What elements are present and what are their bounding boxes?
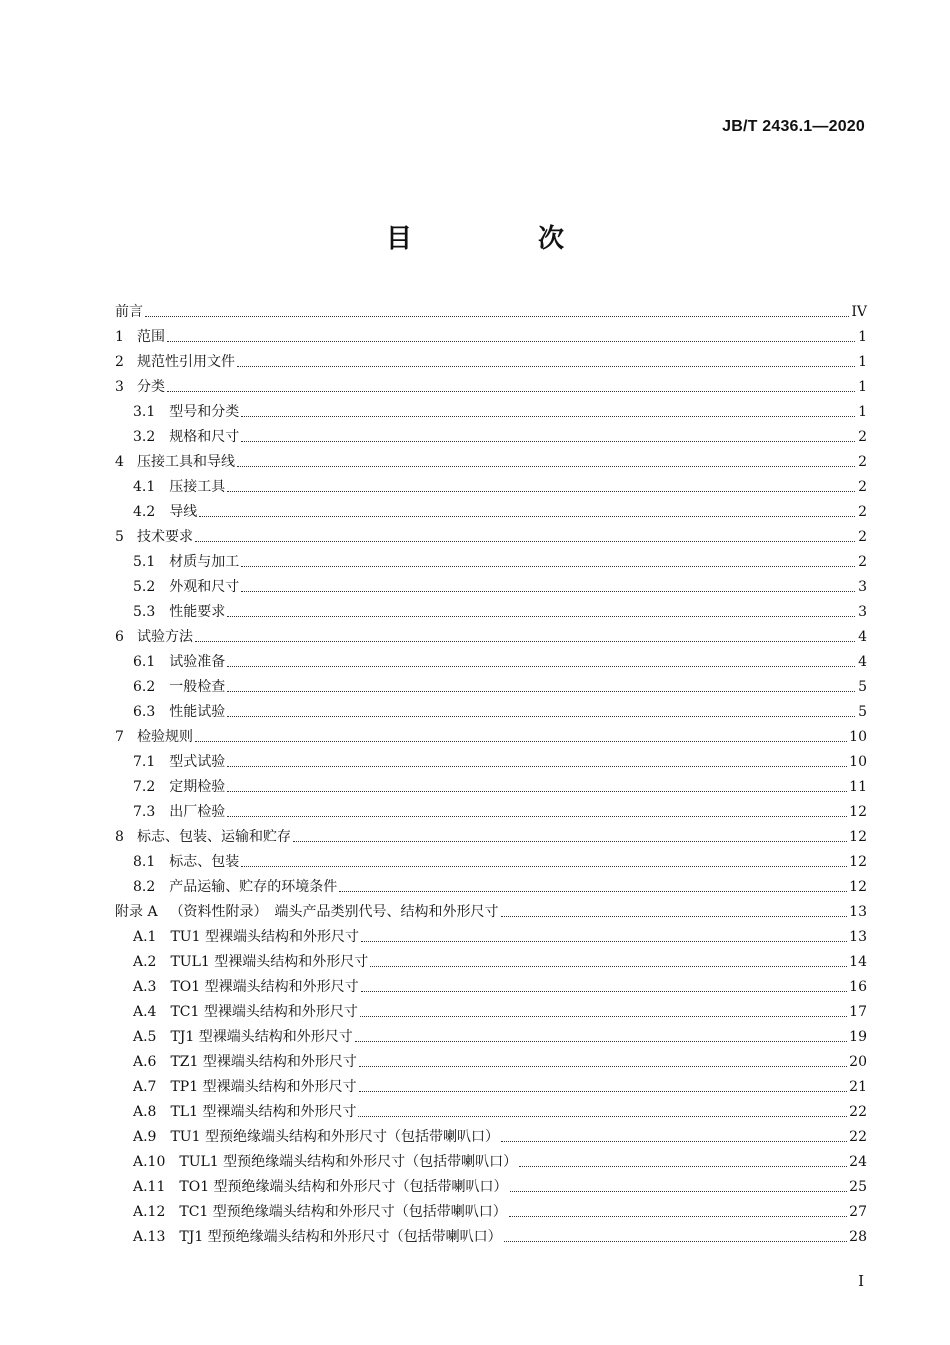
toc-entry[interactable] — [115, 321, 867, 346]
dot-leader — [195, 741, 847, 742]
toc-entry[interactable] — [115, 1096, 867, 1121]
toc-entry-number: 2 — [115, 354, 124, 370]
toc-entry[interactable] — [115, 896, 867, 921]
toc-entry[interactable] — [115, 671, 867, 696]
toc-entry-number: 附录 A — [115, 904, 158, 920]
dot-leader — [195, 641, 855, 642]
toc-entry-number: 5 — [115, 529, 124, 545]
dot-leader — [370, 966, 847, 967]
dot-leader — [227, 791, 847, 792]
toc-entry[interactable] — [115, 346, 867, 371]
dot-leader — [227, 716, 855, 717]
dot-leader — [227, 816, 847, 817]
toc-entry-page: 27 — [849, 1204, 867, 1220]
toc-entry-page: 12 — [849, 854, 867, 870]
toc-entry-page: 19 — [849, 1029, 867, 1045]
dot-leader — [359, 1066, 847, 1067]
toc-entry-number: 7.3 — [133, 804, 156, 820]
toc-entry-page: 24 — [849, 1154, 867, 1170]
toc-entry-label: 规格和尺寸 — [169, 429, 240, 445]
toc-entry-label: TU1 型裸端头结构和外形尺寸 — [170, 929, 359, 945]
toc-entry-page: 2 — [858, 504, 867, 520]
dot-leader — [241, 416, 855, 417]
toc-entry-label: 压接工具 — [169, 479, 226, 495]
page-title: 目 次 — [385, 224, 614, 254]
toc-entry[interactable] — [115, 621, 867, 646]
dot-leader — [241, 591, 855, 592]
toc-entry[interactable] — [115, 1046, 867, 1071]
dot-leader — [359, 1091, 848, 1092]
toc-entry[interactable] — [115, 371, 867, 396]
toc-entry[interactable] — [115, 421, 867, 446]
dot-leader — [361, 991, 848, 992]
toc-entry-number: 6.1 — [133, 654, 156, 670]
dot-leader — [237, 466, 855, 467]
toc-entry-label: 范围 — [137, 329, 165, 345]
toc-entry-page: IV — [851, 304, 867, 320]
toc-entry-number: 1 — [115, 329, 124, 345]
toc-entry[interactable] — [115, 971, 867, 996]
toc-entry[interactable] — [115, 1196, 867, 1221]
toc-entry-page: 21 — [849, 1079, 867, 1095]
toc-entry-label: 产品运输、贮存的环境条件 — [169, 879, 338, 895]
toc-entry-page: 17 — [849, 1004, 867, 1020]
toc-entry-number: 3 — [115, 379, 124, 395]
dot-leader — [358, 1116, 847, 1117]
toc-entry[interactable] — [115, 471, 867, 496]
toc-entry[interactable] — [115, 946, 867, 971]
toc-entry-label: 规范性引用文件 — [137, 354, 235, 370]
dot-leader — [293, 841, 847, 842]
dot-leader — [227, 616, 855, 617]
toc-entry[interactable] — [115, 771, 867, 796]
toc-entry-page: 10 — [849, 754, 867, 770]
dot-leader — [509, 1216, 847, 1217]
toc-entry-page: 1 — [858, 354, 867, 370]
toc-entry-number: 4 — [115, 454, 124, 470]
toc-entry-number: 8 — [115, 829, 124, 845]
toc-entry[interactable] — [115, 571, 867, 596]
toc-entry[interactable] — [115, 921, 867, 946]
toc-entry[interactable] — [115, 521, 867, 546]
toc-entry-number: 4.1 — [133, 479, 156, 495]
toc-entry-page: 1 — [858, 379, 867, 395]
dot-leader — [355, 1041, 847, 1042]
toc-entry-page: 3 — [858, 579, 867, 595]
toc-entry-label: 型式试验 — [169, 754, 226, 770]
toc-entry[interactable] — [115, 1146, 867, 1171]
toc-entry-label: 标志、包装、运输和贮存 — [137, 829, 291, 845]
toc-entry-label: TC1 型裸端头结构和外形尺寸 — [170, 1004, 358, 1020]
toc-entry[interactable] — [115, 646, 867, 671]
toc-entry[interactable] — [115, 1221, 867, 1246]
toc-entry-page: 22 — [849, 1129, 867, 1145]
toc-entry-number: A.12 — [133, 1204, 166, 1220]
toc-entry-number: A.3 — [133, 979, 157, 995]
toc-entry-label: TO1 型裸端头结构和外形尺寸 — [170, 979, 359, 995]
toc-entry-number: 4.2 — [133, 504, 156, 520]
toc-entry-label: 出厂检验 — [169, 804, 226, 820]
dot-leader — [519, 1166, 847, 1167]
toc-entry-number: 5.2 — [133, 579, 156, 595]
dot-leader — [167, 341, 855, 342]
toc-entry-page: 4 — [858, 654, 867, 670]
toc-entry[interactable] — [115, 721, 867, 746]
toc-entry-number: A.5 — [133, 1029, 157, 1045]
toc-entry-page: 10 — [849, 729, 867, 745]
toc-entry-label: （资料性附录） 端头产品类别代号、结构和外形尺寸 — [169, 904, 499, 920]
toc-entry-number: A.7 — [133, 1079, 157, 1095]
toc-entry[interactable] — [115, 746, 867, 771]
toc-entry-page: 2 — [858, 429, 867, 445]
toc-entry-page: 5 — [858, 704, 867, 720]
dot-leader — [227, 666, 855, 667]
toc-entry-label: TUL1 型预绝缘端头结构和外形尺寸（包括带喇叭口） — [179, 1154, 518, 1170]
toc-entry-number: A.9 — [133, 1129, 157, 1145]
toc-entry-number: 5.1 — [133, 554, 156, 570]
toc-entry-label: 外观和尺寸 — [169, 579, 240, 595]
toc-entry-page: 25 — [849, 1179, 867, 1195]
dot-leader — [504, 1241, 847, 1242]
toc-entry-page: 1 — [858, 329, 867, 345]
toc-entry[interactable] — [115, 821, 867, 846]
toc-entry-page: 20 — [849, 1054, 867, 1070]
toc-entry-number: 3.1 — [133, 404, 156, 420]
toc-entry-page: 5 — [858, 679, 867, 695]
toc-entry-label: TUL1 型裸端头结构和外形尺寸 — [170, 954, 369, 970]
toc-entry-page: 3 — [858, 604, 867, 620]
toc-entry[interactable] — [115, 446, 867, 471]
dot-leader — [241, 441, 855, 442]
toc-entry-number: A.11 — [133, 1179, 166, 1195]
toc-entry[interactable] — [115, 496, 867, 521]
toc-entry-number: 7.1 — [133, 754, 156, 770]
dot-leader — [227, 691, 855, 692]
toc-entry-label: 型号和分类 — [169, 404, 240, 420]
dot-leader — [227, 766, 847, 767]
toc-entry-label: TC1 型预绝缘端头结构和外形尺寸（包括带喇叭口） — [179, 1204, 507, 1220]
toc-entry-page: 2 — [858, 529, 867, 545]
toc-entry-number: 3.2 — [133, 429, 156, 445]
toc-entry[interactable] — [115, 1121, 867, 1146]
toc-entry-number: A.6 — [133, 1054, 157, 1070]
toc-entry-page: 12 — [849, 879, 867, 895]
toc-entry-number: 7.2 — [133, 779, 156, 795]
toc-entry-label: 一般检查 — [169, 679, 226, 695]
dot-leader — [145, 316, 849, 317]
toc-entry-page: 11 — [849, 779, 867, 795]
toc-entry-number: A.2 — [133, 954, 157, 970]
toc-entry-label: TP1 型裸端头结构和外形尺寸 — [170, 1079, 357, 1095]
toc-entry-label: TJ1 型预绝缘端头结构和外形尺寸（包括带喇叭口） — [179, 1229, 502, 1245]
toc-entry[interactable] — [115, 871, 867, 896]
toc-entry[interactable] — [115, 796, 867, 821]
toc-entry-number: 6 — [115, 629, 124, 645]
toc-entry-page: 2 — [858, 454, 867, 470]
toc-entry-label: 分类 — [137, 379, 165, 395]
toc-entry-number: 5.3 — [133, 604, 156, 620]
document-code: JB/T 2436.1—2020 — [722, 118, 865, 135]
toc-entry[interactable] — [115, 996, 867, 1021]
toc-entry-label: 前言 — [115, 304, 143, 320]
toc-entry[interactable] — [115, 596, 867, 621]
toc-entry-page: 12 — [849, 804, 867, 820]
toc-entry-number: 7 — [115, 729, 124, 745]
toc-entry[interactable] — [115, 546, 867, 571]
toc-entry-label: TU1 型预绝缘端头结构和外形尺寸（包括带喇叭口） — [170, 1129, 499, 1145]
toc-entry-number: 8.1 — [133, 854, 156, 870]
page-number: I — [858, 1272, 864, 1290]
toc-entry-page: 1 — [858, 404, 867, 420]
dot-leader — [199, 516, 855, 517]
toc-entry-label: 性能要求 — [169, 604, 226, 620]
toc-entry-label: 定期检验 — [169, 779, 226, 795]
toc-entry[interactable] — [115, 696, 867, 721]
toc-entry[interactable] — [115, 1171, 867, 1196]
toc-entry-number: A.8 — [133, 1104, 157, 1120]
toc-entry-page: 4 — [858, 629, 867, 645]
dot-leader — [227, 491, 855, 492]
toc-entry-page: 22 — [849, 1104, 867, 1120]
toc-entry-number: A.4 — [133, 1004, 157, 1020]
dot-leader — [361, 941, 847, 942]
dot-leader — [237, 366, 855, 367]
toc-entry[interactable] — [115, 396, 867, 421]
toc-entry-page: 13 — [849, 904, 867, 920]
toc-entry-number: A.10 — [133, 1154, 166, 1170]
toc-entry[interactable] — [115, 1071, 867, 1096]
toc-entry-label: 试验方法 — [137, 629, 193, 645]
toc-entry-label: 标志、包装 — [169, 854, 240, 870]
toc-entry-number: A.13 — [133, 1229, 166, 1245]
toc-entry-page: 16 — [849, 979, 867, 995]
toc-entry-number: 6.3 — [133, 704, 156, 720]
toc-entry[interactable] — [115, 846, 867, 871]
dot-leader — [241, 566, 855, 567]
toc-entry-label: 材质与加工 — [169, 554, 240, 570]
dot-leader — [339, 891, 847, 892]
toc-entry-page: 13 — [849, 929, 867, 945]
toc-entry-page: 2 — [858, 479, 867, 495]
dot-leader — [167, 391, 855, 392]
toc-entry-label: TO1 型预绝缘端头结构和外形尺寸（包括带喇叭口） — [179, 1179, 508, 1195]
toc-entry[interactable] — [115, 1021, 867, 1046]
dot-leader — [241, 866, 847, 867]
table-of-contents — [115, 296, 867, 1246]
toc-entry-number: 6.2 — [133, 679, 156, 695]
dot-leader — [510, 1191, 848, 1192]
toc-entry-label: TZ1 型裸端头结构和外形尺寸 — [170, 1054, 357, 1070]
toc-entry-label: TJ1 型裸端头结构和外形尺寸 — [170, 1029, 353, 1045]
dot-leader — [195, 541, 855, 542]
dot-leader — [360, 1016, 847, 1017]
toc-entry-label: 检验规则 — [137, 729, 193, 745]
dot-leader — [501, 1141, 847, 1142]
toc-entry-page: 28 — [849, 1229, 867, 1245]
toc-entry-label: 压接工具和导线 — [137, 454, 235, 470]
toc-entry-number: 8.2 — [133, 879, 156, 895]
toc-entry-number: A.1 — [133, 929, 157, 945]
toc-entry-page: 2 — [858, 554, 867, 570]
toc-entry-page: 12 — [849, 829, 867, 845]
toc-entry-label: 性能试验 — [169, 704, 226, 720]
toc-entry-label: 导线 — [169, 504, 198, 520]
toc-entry[interactable] — [115, 296, 867, 321]
toc-entry-page: 14 — [849, 954, 867, 970]
toc-entry-label: 试验准备 — [169, 654, 226, 670]
dot-leader — [501, 916, 848, 917]
toc-entry-label: TL1 型裸端头结构和外形尺寸 — [170, 1104, 357, 1120]
toc-entry-label: 技术要求 — [137, 529, 193, 545]
